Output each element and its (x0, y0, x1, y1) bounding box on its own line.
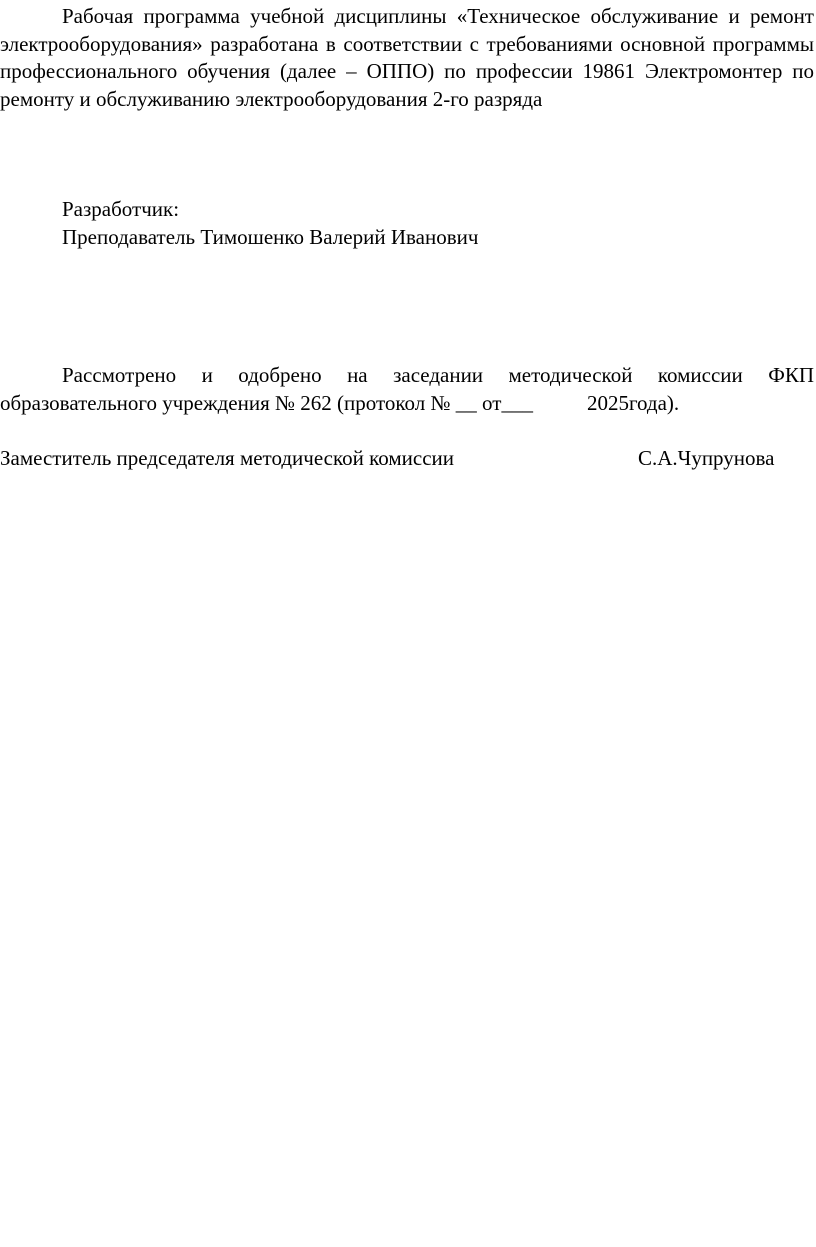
protocol-date-blank: ___ (501, 390, 533, 415)
signature-name: С.А.Чупрунова (638, 446, 775, 470)
developer-label: Разработчик: (62, 197, 180, 221)
approval-text: Рассмотрено и одобрено на заседании методической комиссии ФКП образовательного учреждения № 262 (протокол № (0, 363, 814, 415)
approval-year: 2025года). (586, 390, 680, 415)
approval-from-word: от (482, 390, 502, 415)
protocol-number-blank: __ (455, 390, 477, 415)
signature-position: Заместитель председателя методической комиссии (0, 446, 455, 470)
approval-paragraph (0, 362, 814, 417)
developer-block (62, 196, 802, 251)
signature-line (0, 445, 798, 473)
intro-paragraph: Рабочая программа учебной дисциплины «Техническое обслуживание и ремонт электрооборудования» разработана в соответствии с требованиями основной программы профессионального обучения (далее – ОППО) по профессии 19861 Электромонтер по ремонту и обслуживанию электрооборудования 2-го разряда (0, 4, 814, 111)
developer-name: Преподаватель Тимошенко Валерий Иванович (62, 224, 479, 249)
